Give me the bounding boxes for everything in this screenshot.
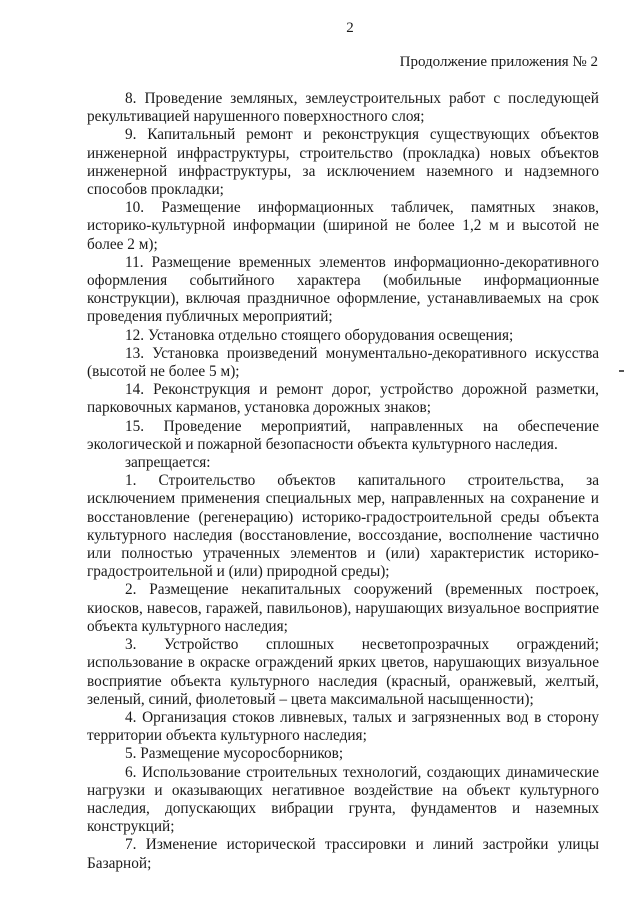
permitted-item-14: 14. Реконструкция и ремонт дорог, устройство дорожной разметки, парковочных карманов, установка дорожных знаков; — [87, 381, 599, 417]
permitted-item-13: 13. Установка произведений монументально-декоративного искусства (высотой не более 5 м); — [87, 344, 599, 381]
document-body — [87, 90, 599, 873]
prohibited-item-6: 6. Использование строительных технологий, создающих динамические нагрузки и оказывающих негативное воздействие на объект культурного наследия, допускающих вибрации грунта, фундаментов и наземных конструкций; — [87, 763, 599, 836]
permitted-item-9: 9. Капитальный ремонт и реконструкция существующих объектов инженерной инфраструктуры, строительство (прокладка) новых объектов инженерной инфраструктуры, за исключением наземного и надземного способов прокладки; — [87, 126, 599, 199]
permitted-item-11: 11. Размещение временных элементов информационно-декоративного оформления событийного характера (мобильные информационные конструкции), включая праздничное оформление, устанавливаемых на срок проведения публичных мероприятий; — [87, 253, 599, 326]
margin-mark — [619, 370, 624, 372]
prohibited-heading: запрещается: — [125, 454, 211, 472]
prohibited-item-2: 2. Размещение некапитальных сооружений (временных построек, киосков, навесов, гаражей, павильонов), нарушающих визуальное восприятие объекта культурного наследия; — [87, 581, 599, 635]
permitted-item-8: 8. Проведение земляных, землеустроительных работ с последующей рекультивацией нарушенного поверхностного слоя; — [87, 90, 599, 126]
prohibited-item-4: 4. Организация стоков ливневых, талых и загрязненных вод в сторону территории объекта культурного наследия; — [87, 708, 599, 745]
prohibited-item-5: 5. Размещение мусоросборников; — [125, 745, 344, 763]
permitted-item-12: 12. Установка отдельно стоящего оборудования освещения; — [125, 326, 514, 344]
permitted-item-15: 15. Проведение мероприятий, направленных на обеспечение экологической и пожарной безопасности объекта культурного наследия. — [87, 417, 599, 453]
prohibited-item-1: 1. Строительство объектов капитального строительства, за исключением применения специальных мер, направленных на сохранение и восстановление (регенерацию) историко-градостроительной среды объекта культурного наследия (восстановление, воссоздание, восполнение частично или полностью утраченных элементов и (или) характеристик историко-градостроительной и (или) природной среды); — [87, 472, 599, 581]
page-number: 2 — [346, 20, 354, 36]
prohibited-item-3: 3. Устройство сплошных несветопрозрачных ограждений; использование в окраске ограждений ярких цветов, нарушающих визуальное восприятие объекта культурного наследия (красный, оранжевый, желтый, зеленый, синий, фиолетовый – цвета максимальной насыщенности); — [87, 636, 599, 708]
prohibited-item-7: 7. Изменение исторической трассировки и линий застройки улицы Базарной; — [87, 836, 599, 872]
permitted-item-10: 10. Размещение информационных табличек, памятных знаков, историко-культурной информации (шириной не более 1,2 м и высотой не более 2 м); — [87, 199, 599, 253]
appendix-continuation-note: Продолжение приложения № 2 — [399, 54, 598, 70]
